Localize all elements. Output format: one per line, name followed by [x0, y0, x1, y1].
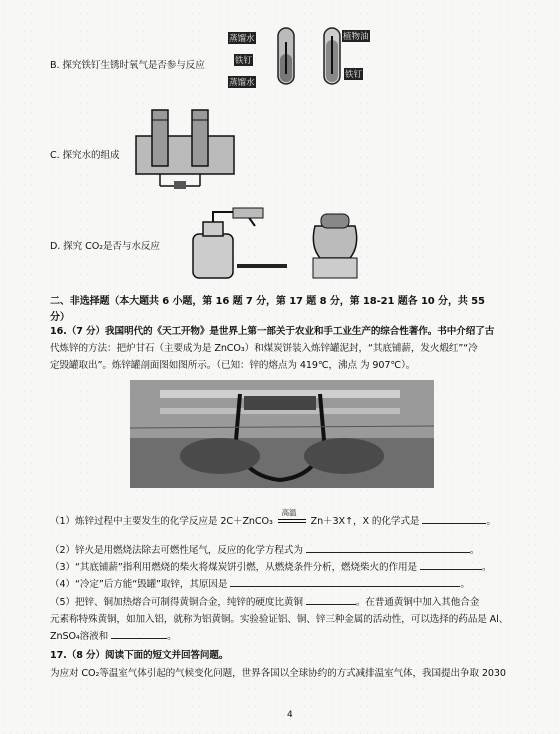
q16-5-line2: 元素称特殊黄铜，如加入铝，就称为铝黄铜。实验验证铝、铜、锌三种金属的活动性，可以选择的药品是 Al、: [50, 614, 509, 625]
q16-5-answer-blank-1[interactable]: [306, 595, 356, 605]
q16-5-text1: （5）把锌、铜加热熔合可制得黄铜合金，纯锌的硬度比黄铜: [50, 597, 303, 608]
option-d-text: D. 探究 CO₂是否与水反应: [50, 241, 160, 252]
q16-line3: 定毁罐取出”。炼锌罐剖面图如图所示。（已知：锌的熔点为 419℃，沸点 为 907℃）。: [50, 360, 416, 371]
label-nail-1: 铁钉: [235, 56, 253, 66]
label-distilled-water-1: 蒸馏水: [229, 34, 255, 44]
option-c-text: C. 探究水的组成: [50, 150, 120, 161]
label-nail-2: 铁钉: [345, 70, 363, 80]
co2-apparatus-drawing: [185, 206, 365, 282]
q16-2-text: （2）锌火是用燃烧法除去可燃性尾气，反应的化学方程式为: [50, 545, 303, 556]
section2-heading: 二、非选择题（本大题共 6 小题，第 16 题 7 分，第 17 题 8 分，第 18-21 题各 10 分，共 55: [50, 296, 485, 307]
q16-line2: 代炼锌的方法：把炉甘石（主要成为是 ZnCO₃）和煤炭饼装入炼锌罐泥封，“其底铺薪，发火煅红”“冷: [50, 343, 478, 354]
q16-1-suffix: Zn＋3X↑，X 的化学式是: [310, 516, 420, 527]
q16-4-text: （4）“冷定”后方能“毁罐”取锌，其原因是: [50, 579, 228, 590]
q16-5-answer-blank-2[interactable]: [111, 629, 167, 639]
q17-line2: 为应对 CO₂等温室气体引起的气候变化问题，世界各国以全球协约的方式减排温室气体，我国提出争取 2030: [50, 668, 506, 679]
q17-line1: 17.（8 分）阅读下面的短文并回答问题。: [50, 650, 229, 661]
q16-line1: 16.（7 分）我国明代的《天工开物》是世界上第一部关于农业和手工业生产的综合性著作。书中介绍了古: [50, 326, 495, 337]
q16-4-answer-blank[interactable]: [230, 577, 460, 587]
zinc-furnace-figure: [130, 380, 434, 488]
q16-5-line1: [50, 594, 479, 608]
label-oil: 植物油: [343, 32, 369, 42]
water-electrolysis-figure: [132, 106, 240, 190]
q16-2-answer-blank[interactable]: [306, 543, 470, 553]
label-distilled-water-2: 蒸馏水: [229, 78, 255, 88]
q16-5-text3: ZnSO₄溶液和: [50, 631, 109, 642]
zinc-furnace-drawing: [130, 380, 434, 488]
q16-5-line3: [50, 628, 177, 642]
q16-1-answer-blank[interactable]: [422, 514, 486, 524]
rusting-test-tubes-figure: [228, 26, 378, 88]
page-number: 4: [287, 710, 293, 720]
q16-3: （3）“其底铺薪”指利用燃烧的柴火将煤炭饼引燃，从燃烧条件分析，燃烧柴火的作用是 。: [50, 562, 492, 573]
q16-1-prefix: （1）炼锌过程中主要发生的化学反应是 2C＋ZnCO₃: [50, 516, 273, 527]
co2-water-figure: [185, 206, 365, 282]
q16-1-condition-arrow: [276, 508, 308, 527]
q16-1: （1）炼锌过程中主要发生的化学反应是 2C＋ZnCO₃ 高温 Zn＋3X↑，X 的化学式是 。: [50, 508, 496, 527]
q16-1-condition: 高温: [281, 508, 297, 517]
q16-3-text: （3）“其底铺薪”指利用燃烧的柴火将煤炭饼引燃，从燃烧条件分析，燃烧柴火的作用是: [50, 562, 418, 573]
q16-3-answer-blank[interactable]: [420, 560, 482, 570]
q16-5-text1-suffix: 。在普通黄铜中加入其他合金: [355, 597, 480, 608]
q16-2: （2）锌火是用燃烧法除去可燃性尾气，反应的化学方程式为 。: [50, 545, 480, 556]
electrolysis-drawing: [132, 106, 240, 190]
option-b-text: B. 探究铁钉生锈时氧气是否参与反应: [50, 60, 205, 71]
q16-5-text3-end: 。: [167, 631, 177, 642]
q16-4: （4）“冷定”后方能“毁罐”取锌，其原因是 。: [50, 579, 470, 590]
section2-heading-cont: 分）: [50, 312, 70, 323]
